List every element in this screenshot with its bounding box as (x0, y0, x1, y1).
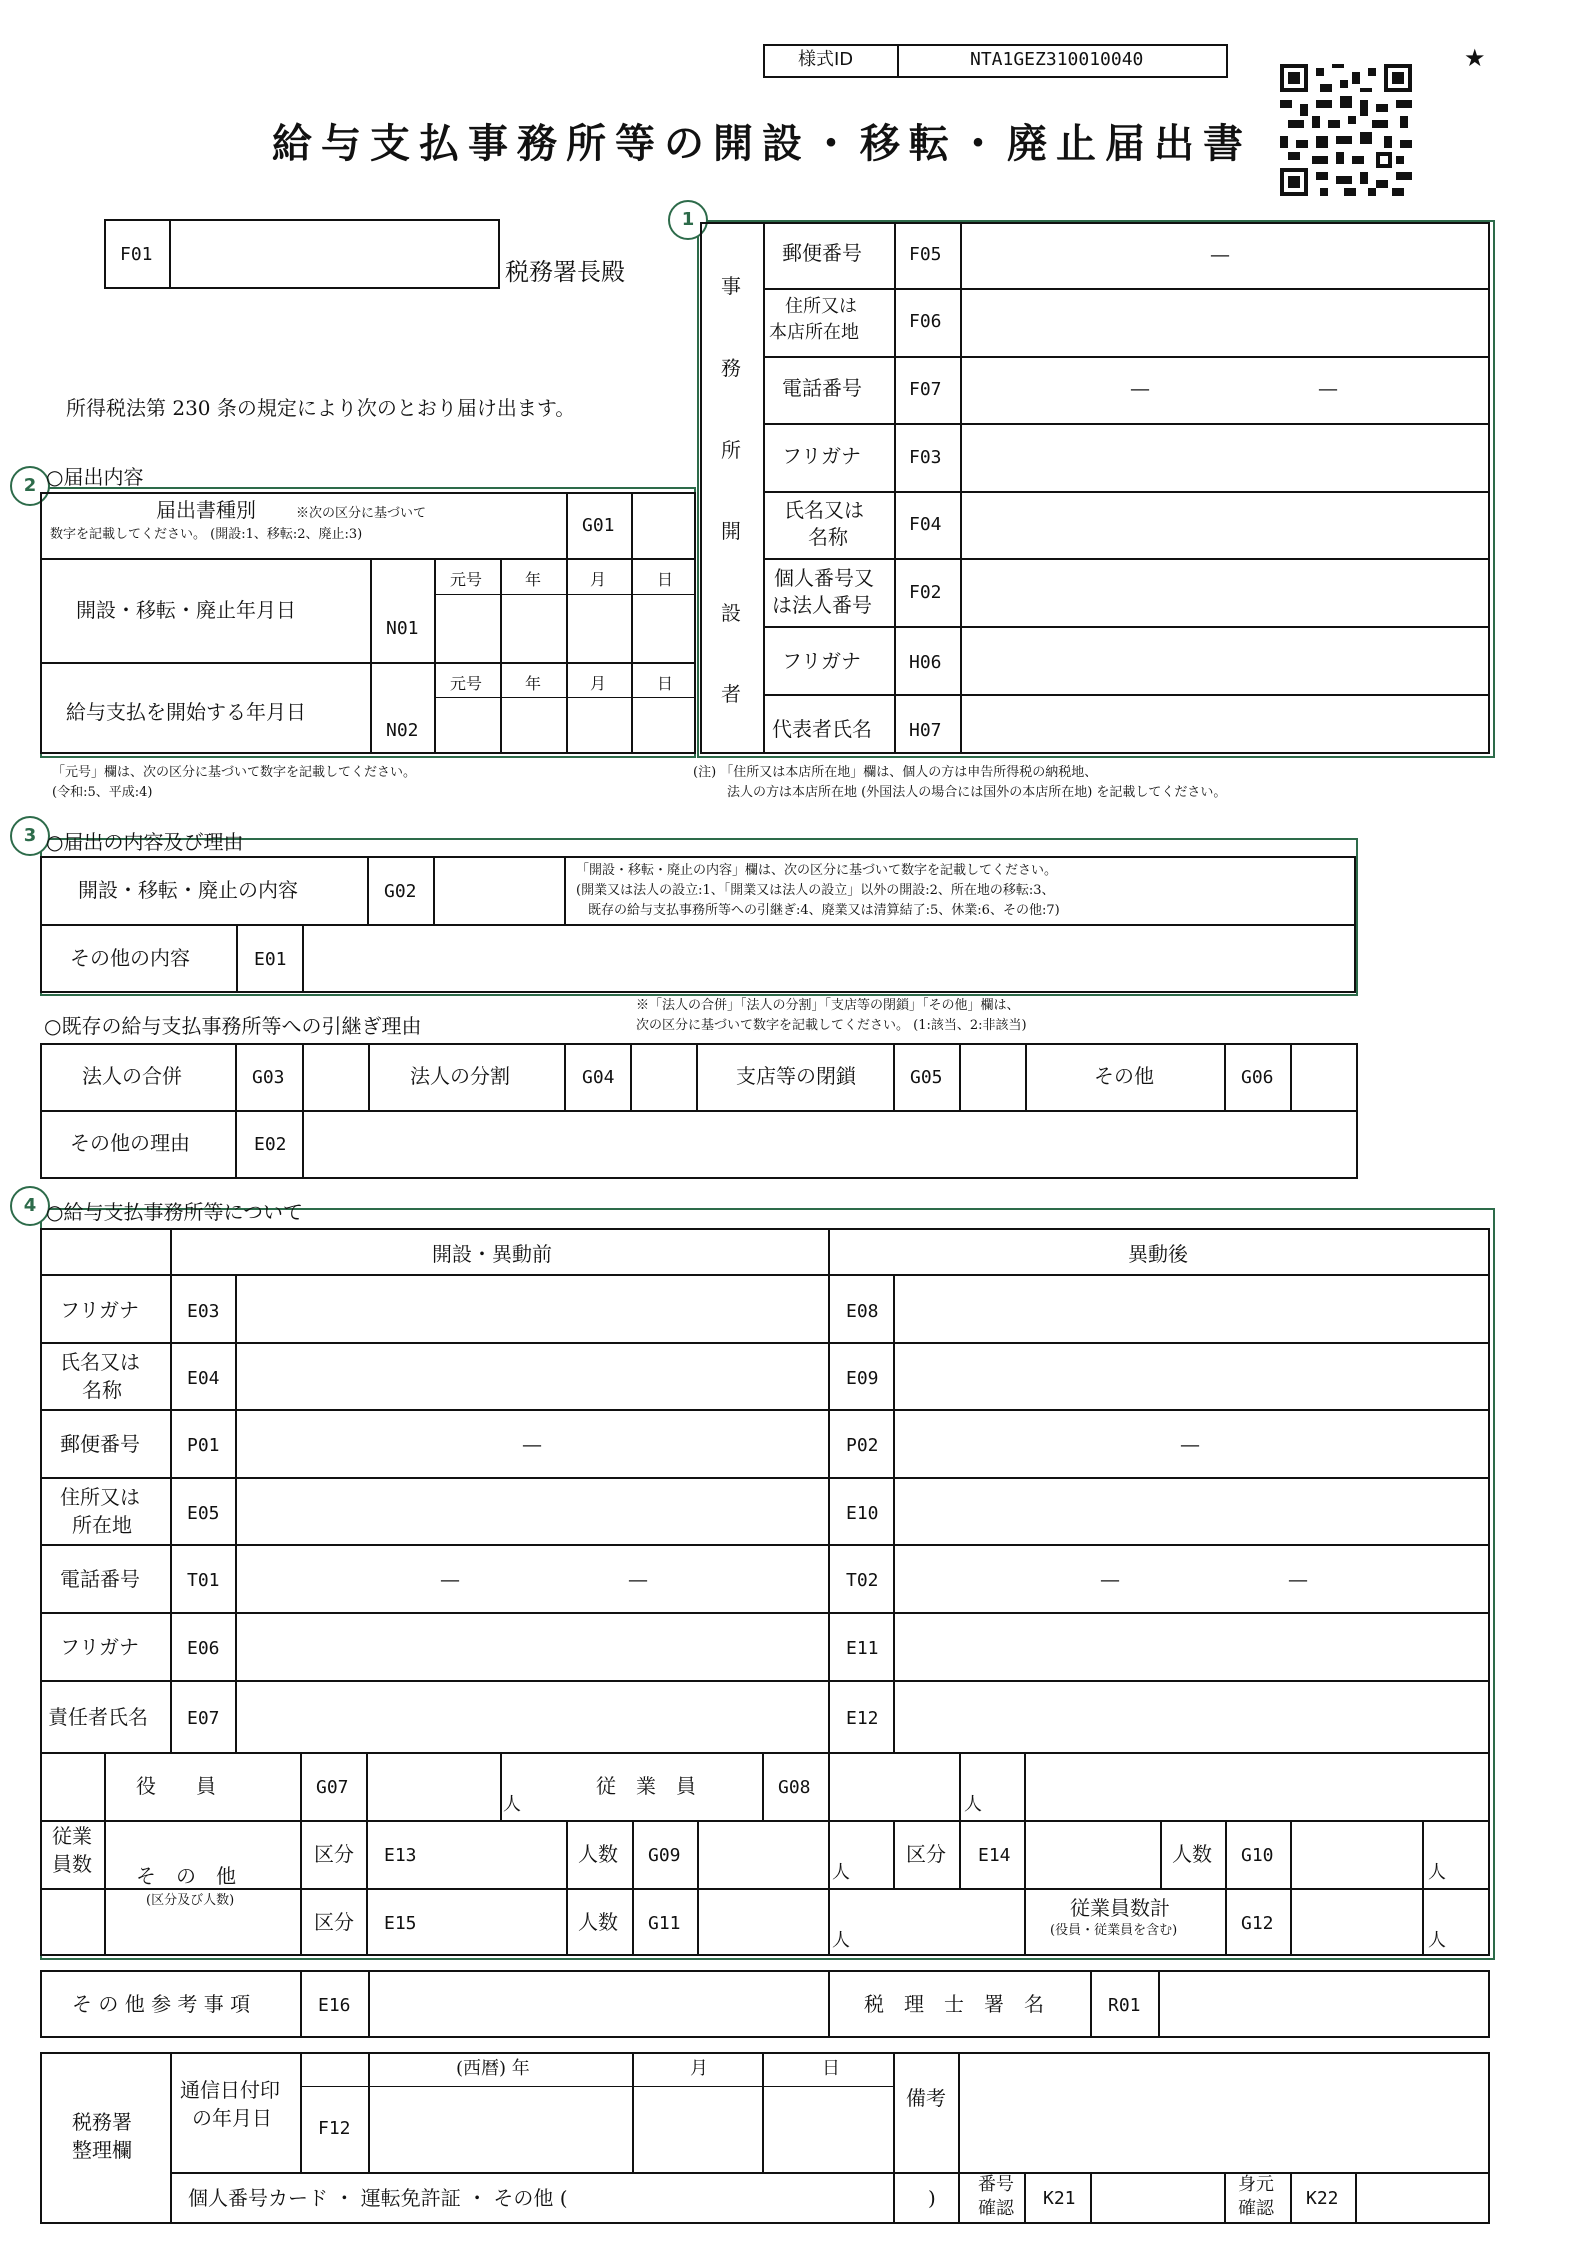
succession-note-1: ※「法人の合併」「法人の分割」「支店等の閉鎖」「その他」欄は、 (636, 998, 1020, 1013)
content-note-1: 「開設・移転・廃止の内容」欄は、次の区分に基づいて数字を記載してください。 (576, 863, 1058, 878)
officer-code: G07 (316, 1777, 349, 1798)
date1-day-label: 日 (657, 570, 674, 589)
bikou-input[interactable] (960, 2054, 1488, 2172)
payroll-phone-dash-before-2: — (628, 1567, 648, 1591)
e15-input[interactable] (434, 1890, 566, 1954)
tax-accountant-code: R01 (1108, 1995, 1141, 2016)
emp-col-line (632, 1822, 634, 1956)
date-subrow-line (434, 697, 696, 698)
e13-code: E13 (384, 1845, 417, 1866)
date-subrow-line (434, 594, 696, 595)
kubun-label-3: 区分 (314, 1910, 354, 1934)
payroll-manager-name-after-input[interactable] (895, 1682, 1488, 1752)
payroll-postal-dash-after: — (1180, 1432, 1200, 1456)
payroll-address-code-before: E05 (187, 1503, 220, 1524)
split-label: 法人の分割 (410, 1064, 510, 1088)
content-label: 開設・移転・廃止の内容 (78, 878, 298, 902)
emp-col-line (828, 1822, 830, 1956)
office-number-label-2: は法人番号 (772, 593, 872, 617)
e14-code: E14 (978, 1845, 1011, 1866)
before-header: 開設・異動前 (432, 1242, 552, 1266)
office-note-line-1: (注) 「住所又は本店所在地」欄は、個人の方は申告所得税の納税地、 (693, 765, 1098, 780)
emp-col-line (104, 1754, 106, 1956)
office-name-label-1: 氏名又は (784, 498, 864, 522)
num-check-label-1: 番号 (978, 2174, 1014, 2195)
office-number-input[interactable] (962, 560, 1488, 626)
tax-office-suffix: 税務署長殿 (505, 258, 625, 286)
office-use-row-line (300, 2086, 893, 2087)
merger-label: 法人の合併 (82, 1064, 182, 1088)
succession-note-2: 次の区分に基づいて数字を記載してください。 (1:該当、2:非該当) (636, 1018, 1027, 1033)
g09-code: G09 (648, 1845, 681, 1866)
payroll-manager-name-label: 責任者氏名 (48, 1705, 148, 1729)
payroll-phone-code-before: T01 (187, 1570, 220, 1591)
g12-input[interactable] (1292, 1890, 1422, 1954)
payroll-name-label-1: 氏名又は (60, 1350, 140, 1374)
type-label: 届出書種別 (156, 498, 256, 522)
employee-code: G08 (778, 1777, 811, 1798)
office-phone-code: F07 (909, 379, 942, 400)
type-input[interactable] (633, 494, 694, 558)
g11-input[interactable] (699, 1890, 828, 1954)
qr-code-icon (1280, 64, 1412, 196)
date1-code: N01 (386, 618, 419, 639)
other-content-code: E01 (254, 949, 287, 970)
payroll-address-label-2: 所在地 (72, 1513, 132, 1537)
tax-accountant-label: 税 理 士 署 名 (864, 1992, 1044, 2016)
content-input[interactable] (435, 858, 564, 924)
date2-month-input[interactable] (568, 699, 631, 752)
emp-col-line (959, 1754, 961, 1820)
payroll-furigana-code-after: E08 (846, 1301, 879, 1322)
g11-unit: 人 (832, 1930, 850, 1951)
emp-col-line (1024, 1754, 1026, 1820)
emp-col-line (762, 1754, 764, 1820)
reference-col-line (1090, 1970, 1092, 2038)
office-postal-dash[interactable]: — (1210, 242, 1230, 266)
form-title: 給与支払事務所等の開設・移転・廃止届出書 (272, 120, 1252, 167)
total-label-1: 従業員数計 (1070, 1896, 1170, 1920)
office-address-input[interactable] (962, 290, 1488, 356)
office-vertical-char-1: 事 (721, 274, 741, 298)
office-phone-label: 電話番号 (782, 376, 862, 400)
payroll-manager-furigana-code-after: E11 (846, 1638, 879, 1659)
section-4-heading: ○給与支払事務所等について (46, 1200, 304, 1224)
kubun-label-1: 区分 (314, 1842, 354, 1866)
date1-year-label: 年 (525, 570, 542, 589)
date1-year-input[interactable] (502, 596, 566, 660)
office-use-col-line (1224, 2174, 1226, 2224)
split-code: G04 (582, 1067, 615, 1088)
date2-year-input[interactable] (502, 699, 566, 752)
payroll-postal-dash-before: — (522, 1432, 542, 1456)
payroll-furigana-before-input[interactable] (237, 1276, 828, 1342)
emp-row-line (40, 1820, 1490, 1822)
g10-code: G10 (1241, 1845, 1274, 1866)
split-input[interactable] (632, 1045, 696, 1110)
other-emp-sub: (区分及び人数) (146, 1893, 235, 1908)
merger-code: G03 (252, 1067, 285, 1088)
date2-label: 給与支払を開始する年月日 (66, 700, 306, 724)
content-note-2: (開業又は法人の設立:1、「開業又は法人の設立」以外の開設:2、所在地の移転:3、 (576, 883, 1055, 898)
date1-month-input[interactable] (568, 596, 631, 660)
reference-label: そ の 他 参 考 事 項 (72, 1992, 251, 2016)
office-address-label-2: 本店所在地 (769, 322, 859, 343)
reason-col-line (564, 856, 566, 924)
id-check-label-2: 確認 (1238, 2198, 1274, 2219)
office-rep-furigana-label: フリガナ (782, 649, 861, 673)
reason-col-line (367, 856, 369, 924)
office-postal-label: 郵便番号 (782, 241, 862, 265)
officer-input[interactable] (368, 1756, 500, 1820)
payroll-postal-code-after: P02 (846, 1435, 879, 1456)
form-id-value: NTA1GEZ310010040 (970, 49, 1144, 70)
payroll-manager-furigana-label: フリガナ (60, 1635, 139, 1659)
section-marker-1: 1 (668, 200, 708, 240)
reason-label: その他の理由 (70, 1131, 190, 1155)
office-address-code: F06 (909, 311, 942, 332)
reference-col-line (300, 1970, 302, 2038)
office-address-label-1: 住所又は (785, 296, 857, 317)
closure-label: 支店等の閉鎖 (736, 1064, 856, 1088)
date2-code: N02 (386, 720, 419, 741)
succession-col-line (564, 1043, 566, 1110)
kubun-label-2: 区分 (906, 1842, 946, 1866)
payroll-name-code-after: E09 (846, 1368, 879, 1389)
office-vertical-char-3: 所 (721, 438, 741, 462)
date2-day-label: 日 (657, 674, 674, 693)
office-rep-furigana-code: H06 (909, 652, 942, 673)
succession-col-line (893, 1043, 895, 1110)
comm-month-label: 月 (690, 2058, 708, 2079)
officer-label: 役 員 (136, 1774, 216, 1798)
content-code: G02 (384, 881, 417, 902)
bikou-label: 備考 (906, 2086, 946, 2110)
succession-other-label: その他 (1094, 1064, 1154, 1088)
other-content-label: その他の内容 (70, 946, 190, 970)
payroll-name-after-input[interactable] (895, 1344, 1488, 1409)
id-docs-text: 個人番号カード ・ 運転免許証 ・ その他 ( (188, 2186, 568, 2210)
office-vertical-char-4: 開 (721, 519, 741, 543)
date1-label: 開設・移転・廃止年月日 (76, 598, 296, 622)
law-text: 所得税法第 230 条の規定により次のとおり届け出ます。 (66, 396, 576, 420)
payroll-address-after-input[interactable] (895, 1479, 1488, 1544)
office-rep-name-input[interactable] (962, 696, 1488, 752)
other-content-input[interactable] (304, 928, 1354, 991)
office-name-code: F04 (909, 514, 942, 535)
office-note-line-2: 法人の方は本店所在地 (外国法人の場合には国外の本店所在地) を記載してください。 (727, 785, 1227, 800)
section-2-heading: ○届出内容 (46, 465, 144, 489)
succession-col-line (1025, 1043, 1027, 1110)
emp-col-line (959, 1822, 961, 1888)
payroll-furigana-label: フリガナ (60, 1298, 139, 1322)
office-number-label-1: 個人番号又 (774, 566, 874, 590)
officer-unit: 人 (503, 1794, 521, 1815)
office-col-line-1 (763, 222, 765, 754)
employee-input[interactable] (830, 1756, 959, 1820)
date2-day-input[interactable] (633, 699, 694, 752)
emp-col-line (1160, 1822, 1162, 1888)
g09-unit: 人 (832, 1862, 850, 1883)
payroll-name-before-input[interactable] (237, 1344, 828, 1409)
id-check-label-1: 身元 (1238, 2174, 1274, 2195)
g10-input[interactable] (1292, 1824, 1422, 1888)
comm-day-label: 日 (822, 2058, 840, 2079)
succession-col-line (368, 1043, 370, 1110)
date2-era-input[interactable] (436, 699, 500, 752)
id-docs-close-paren: ) (928, 2186, 936, 2210)
payroll-phone-code-after: T02 (846, 1570, 879, 1591)
tax-office-code: F01 (120, 244, 153, 265)
payroll-manager-furigana-code-before: E06 (187, 1638, 220, 1659)
succession-heading: ○既存の給与支払事務所等への引継ぎ理由 (44, 1014, 422, 1038)
content-row-line (40, 558, 696, 560)
g11-code: G11 (648, 1913, 681, 1934)
star-mark: ★ (1464, 44, 1486, 72)
section-marker-2: 2 (10, 466, 50, 506)
emp-count-label-2: 員数 (52, 1852, 92, 1876)
office-vertical-char-6: 者 (721, 682, 741, 706)
content-row-line (40, 662, 696, 664)
emp-col-line (566, 1822, 568, 1956)
k22-code: K22 (1306, 2188, 1339, 2209)
office-rep-name-code: H07 (909, 720, 942, 741)
emp-col-line (1422, 1822, 1424, 1956)
section-marker-4: 4 (10, 1186, 50, 1226)
office-use-col-line (1290, 2174, 1292, 2224)
reason-col-line (236, 926, 238, 993)
office-use-label-2: 整理欄 (72, 2138, 132, 2162)
after-header: 異動後 (1128, 1242, 1188, 1266)
office-row-line (765, 356, 1490, 358)
payroll-manager-furigana-before-input[interactable] (237, 1614, 828, 1680)
g09-input[interactable] (699, 1824, 828, 1888)
reference-code: E16 (318, 1995, 351, 2016)
comm-year-input[interactable] (370, 2088, 632, 2172)
succession-col-line (696, 1043, 698, 1110)
emp-col-line (300, 1754, 302, 1956)
era-note-1: 「元号」欄は、次の区分に基づいて数字を記載してください。 (52, 765, 417, 780)
ninzu-label-2: 人数 (1172, 1842, 1212, 1866)
office-name-input[interactable] (962, 493, 1488, 558)
emp-count-label-1: 従業 (52, 1824, 92, 1848)
office-postal-code: F05 (909, 244, 942, 265)
office-use-col-line (300, 2052, 302, 2172)
e14-input[interactable] (1026, 1824, 1160, 1888)
office-use-row-line (170, 2172, 1490, 2174)
reference-input[interactable] (370, 1972, 828, 2036)
payroll-furigana-after-input[interactable] (895, 1276, 1488, 1342)
office-col-line-2 (894, 222, 896, 754)
payroll-manager-name-code-before: E07 (187, 1708, 220, 1729)
payroll-phone-dash-after-1: — (1100, 1567, 1120, 1591)
date1-era-input[interactable] (436, 596, 500, 660)
emp-col-line (1225, 1822, 1227, 1956)
ninzu-label-3: 人数 (578, 1910, 618, 1934)
era-note-2: (令和:5、平成:4) (52, 785, 153, 800)
office-use-col-line (170, 2052, 172, 2224)
k21-code: K21 (1043, 2188, 1076, 2209)
tax-office-input[interactable] (172, 221, 498, 287)
succession-other-code: G06 (1241, 1067, 1274, 1088)
comm-date-label-2: の年月日 (192, 2106, 272, 2130)
office-furigana-input[interactable] (962, 425, 1488, 491)
total-label-2: (役員・従業員を含む) (1050, 1923, 1178, 1938)
section-marker-3: 3 (10, 816, 50, 856)
payroll-furigana-code-before: E03 (187, 1301, 220, 1322)
closure-code: G05 (910, 1067, 943, 1088)
office-use-col-line (1024, 2174, 1026, 2224)
form-id-divider (897, 44, 899, 78)
employee-label: 従 業 員 (596, 1774, 696, 1798)
office-vertical-char-5: 設 (721, 601, 741, 625)
emp-col-line (893, 1822, 895, 1888)
payroll-postal-code-before: P01 (187, 1435, 220, 1456)
other-emp-label: そ の 他 (136, 1864, 236, 1888)
g10-unit: 人 (1428, 1862, 1446, 1883)
g12-unit: 人 (1428, 1930, 1446, 1951)
succession-other-input[interactable] (1292, 1045, 1356, 1110)
emp-col-line (500, 1754, 502, 1820)
payroll-address-label-1: 住所又は (60, 1485, 140, 1509)
payroll-name-code-before: E04 (187, 1368, 220, 1389)
closure-input[interactable] (961, 1045, 1025, 1110)
content-note-3: 既存の給与支払事務所等への引継ぎ:4、廃業又は清算結了:5、休業:6、その他:7) (588, 903, 1060, 918)
payroll-manager-furigana-after-input[interactable] (895, 1614, 1488, 1680)
payroll-address-before-input[interactable] (237, 1479, 828, 1544)
payroll-col-line (828, 1228, 830, 1753)
date2-month-label: 月 (590, 674, 607, 693)
date1-month-label: 月 (590, 570, 607, 589)
comm-date-label-1: 通信日付印 (180, 2078, 280, 2102)
office-vertical-char-2: 務 (721, 356, 741, 380)
k21-input[interactable] (1092, 2176, 1224, 2222)
e15-code: E15 (384, 1913, 417, 1934)
k22-input[interactable] (1357, 2176, 1488, 2222)
payroll-row-line (40, 1409, 1490, 1411)
payroll-name-label-2: 名称 (82, 1378, 122, 1402)
office-rep-furigana-input[interactable] (962, 628, 1488, 694)
date2-era-label: 元号 (450, 674, 483, 693)
payroll-col-line (170, 1228, 172, 1753)
payroll-row-line (40, 1544, 1490, 1546)
ninzu-label-1: 人数 (578, 1842, 618, 1866)
content-col-line (566, 492, 568, 558)
payroll-phone-dash-before-1: — (440, 1567, 460, 1591)
office-rep-name-label: 代表者氏名 (772, 717, 872, 741)
type-code: G01 (582, 515, 615, 536)
employee-unit: 人 (964, 1794, 982, 1815)
payroll-phone-dash-after-2: — (1288, 1567, 1308, 1591)
office-number-code: F02 (909, 582, 942, 603)
date1-era-label: 元号 (450, 570, 483, 589)
type-note-2: 数字を記載してください。 (開設:1、移転:2、廃止:3) (50, 527, 363, 542)
office-phone-dash-2: — (1318, 376, 1338, 400)
merger-input[interactable] (304, 1045, 368, 1110)
date1-day-input[interactable] (633, 596, 694, 660)
office-use-col-line (893, 2052, 895, 2224)
payroll-row-line (40, 1752, 1490, 1754)
reason-input[interactable] (304, 1112, 1356, 1177)
office-use-label-1: 税務署 (72, 2110, 132, 2134)
payroll-phone-label: 電話番号 (60, 1567, 140, 1591)
office-furigana-code: F03 (909, 447, 942, 468)
date-col-line (370, 558, 372, 754)
form-id-label: 様式ID (798, 49, 854, 70)
seireki-label: (西暦) 年 (456, 2058, 530, 2079)
comm-date-code: F12 (318, 2118, 351, 2139)
payroll-manager-name-code-after: E12 (846, 1708, 879, 1729)
succession-col-line (235, 1043, 237, 1179)
section-3-heading: ○届出の内容及び理由 (46, 830, 244, 854)
comm-month-input[interactable] (634, 2088, 762, 2172)
succession-col-line (1224, 1043, 1226, 1110)
emp-col-line (366, 1822, 368, 1956)
office-furigana-label: フリガナ (782, 444, 861, 468)
g12-code: G12 (1241, 1913, 1274, 1934)
tax-office-divider (169, 219, 171, 289)
e13-input[interactable] (434, 1824, 566, 1888)
tax-accountant-input[interactable] (1160, 1972, 1488, 2036)
payroll-postal-label: 郵便番号 (60, 1432, 140, 1456)
payroll-manager-name-before-input[interactable] (237, 1682, 828, 1752)
office-phone-dash-1: — (1130, 376, 1150, 400)
type-note-1: ※次の区分に基づいて (296, 506, 427, 521)
date2-year-label: 年 (525, 674, 542, 693)
reference-col-line (828, 1970, 830, 2038)
reason-code: E02 (254, 1134, 287, 1155)
num-check-label-2: 確認 (978, 2198, 1014, 2219)
payroll-address-code-after: E10 (846, 1503, 879, 1524)
comm-day-input[interactable] (764, 2088, 893, 2172)
office-name-label-2: 名称 (808, 525, 848, 549)
